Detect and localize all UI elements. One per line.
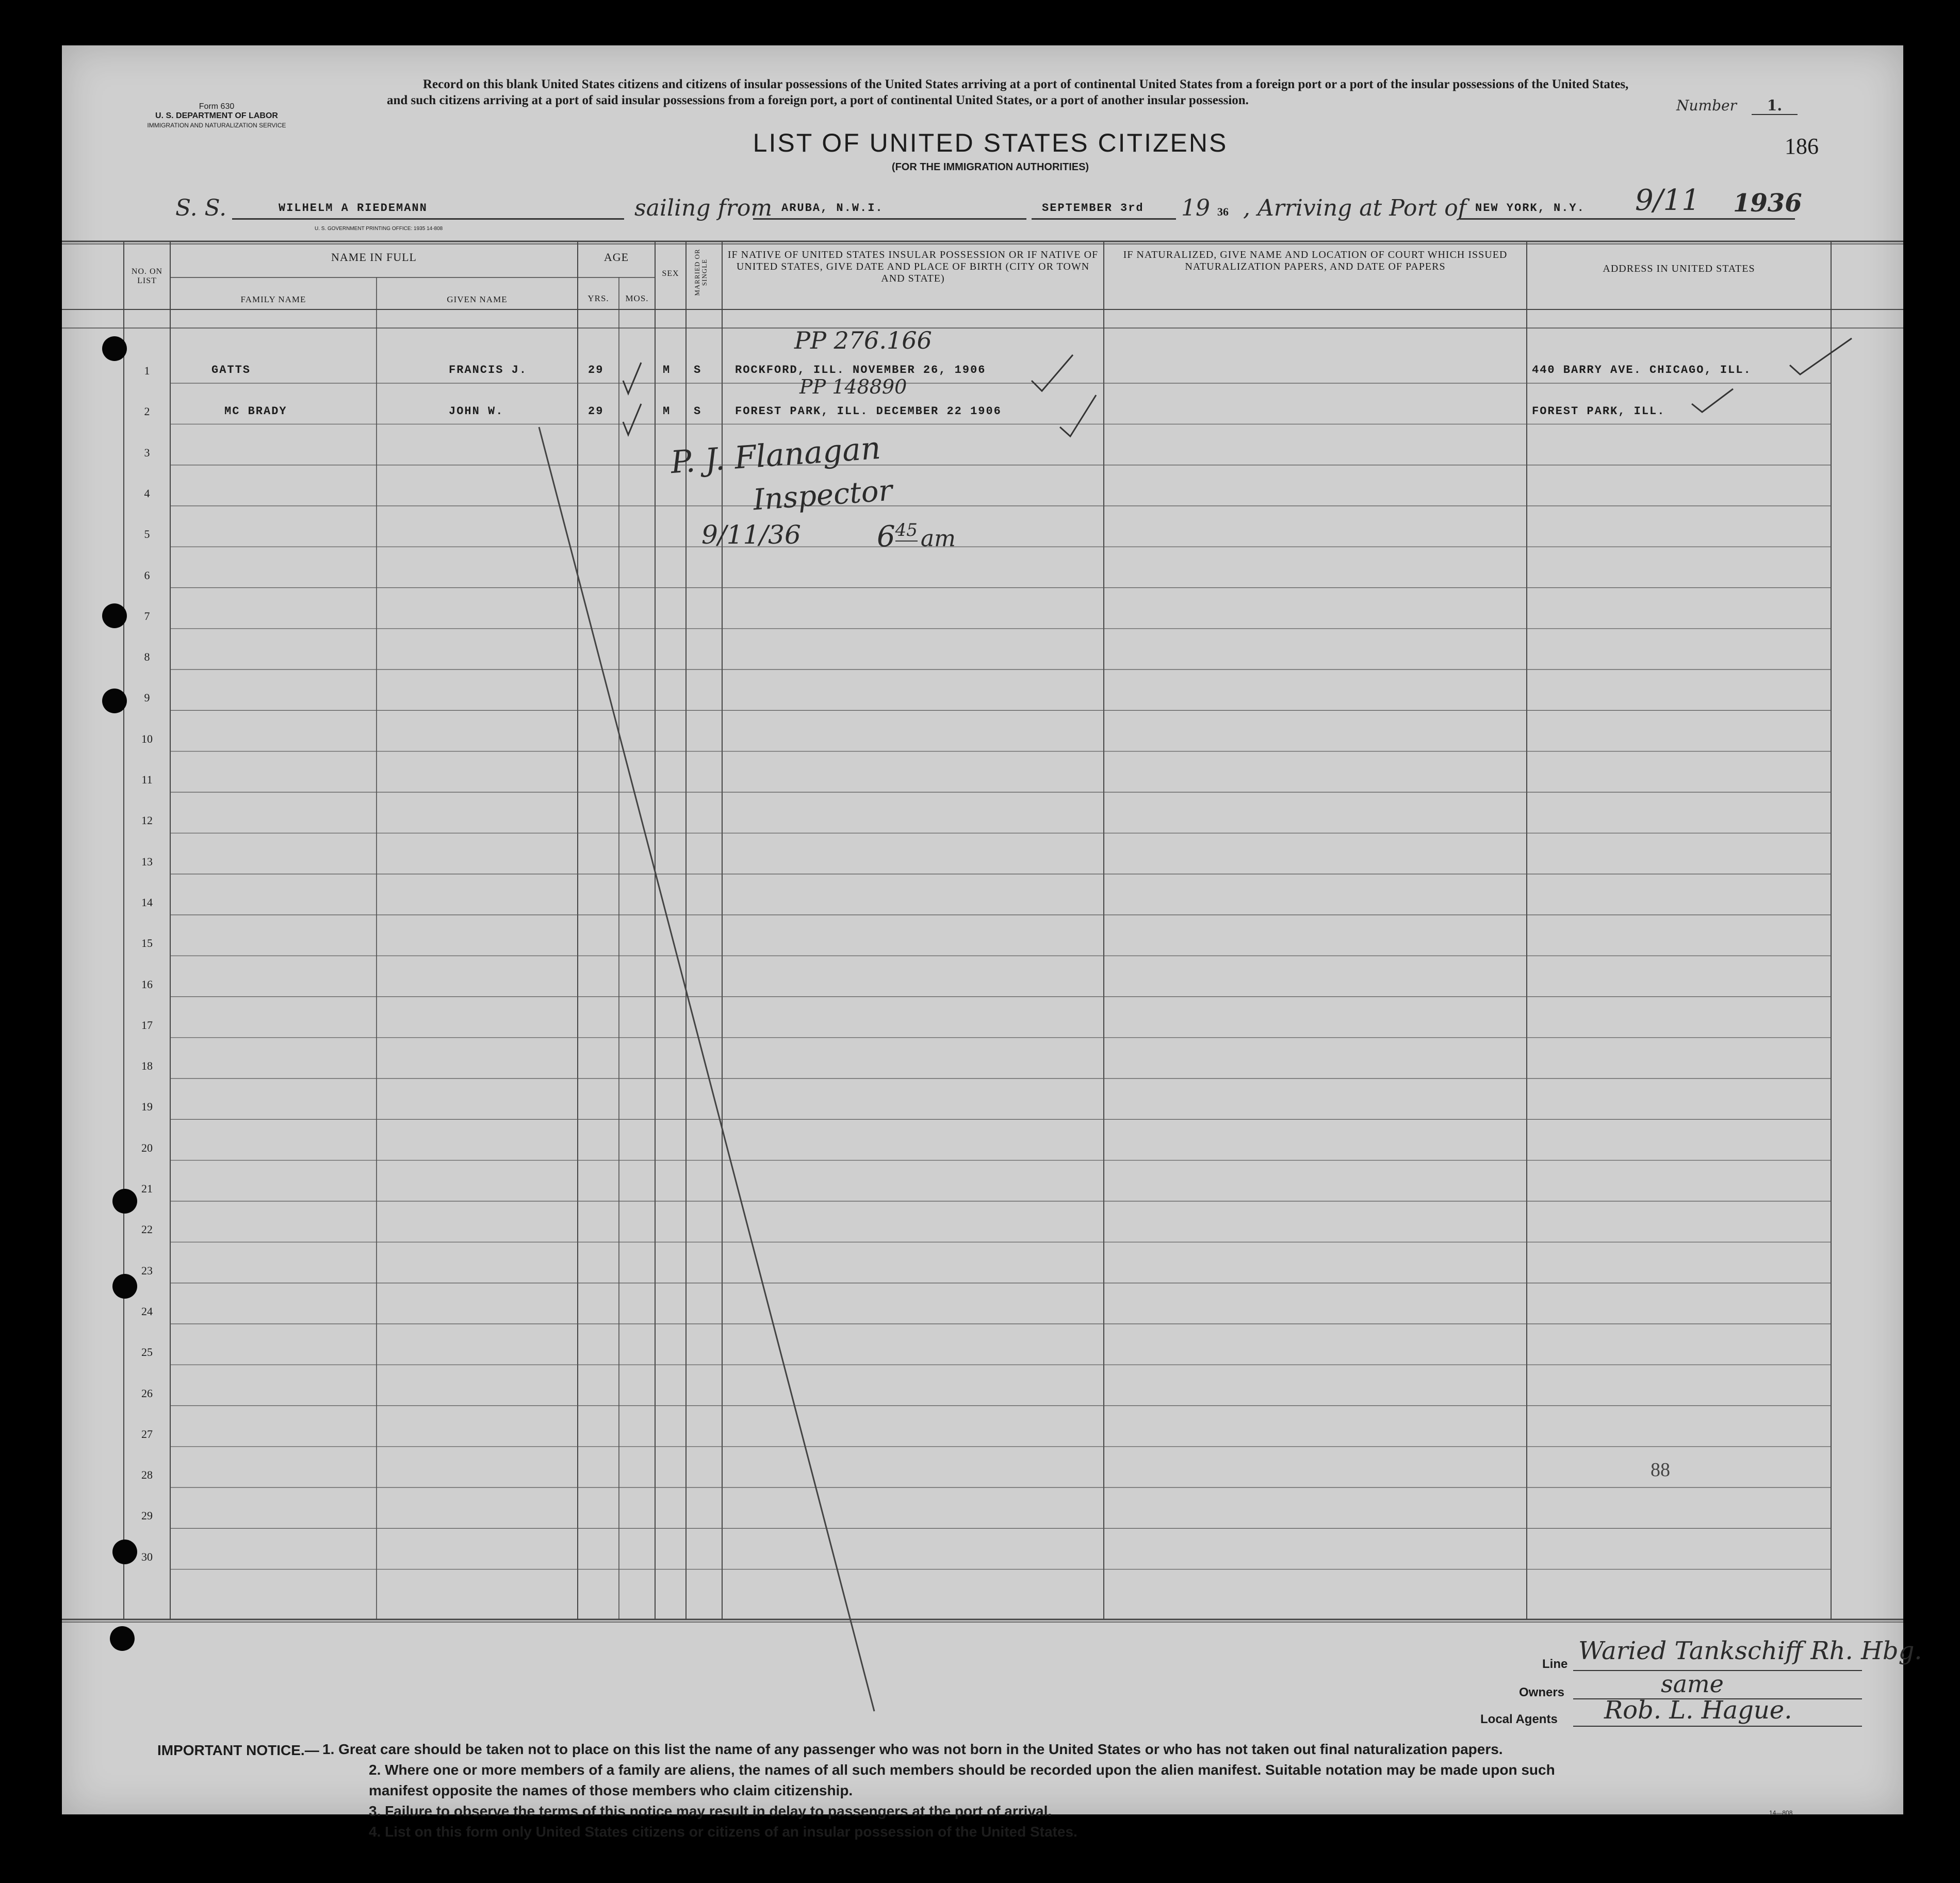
col-yrs: YRS.	[587, 293, 609, 303]
p1-address: 440 BARRY AVE. CHICAGO, ILL.	[1532, 364, 1752, 376]
row-number: 21	[141, 1182, 153, 1195]
sailing-from: ARUBA, N.W.I.	[781, 202, 884, 215]
col-married-single: MARRIED OR SINGLE	[693, 249, 708, 296]
row-number: 26	[141, 1386, 153, 1400]
p2-yrs: 29	[588, 405, 604, 418]
number-label: Number	[1676, 97, 1737, 114]
check-mark-icon	[623, 404, 641, 435]
form-code: 14—808	[1769, 1809, 1793, 1816]
row-number: 29	[141, 1509, 153, 1522]
row-number: 1	[144, 364, 150, 377]
row-number: 15	[141, 937, 153, 950]
row-number: 25	[141, 1346, 153, 1359]
p1-sex: M	[663, 364, 671, 376]
row-number: 17	[141, 1018, 153, 1031]
line-label: Line	[1542, 1657, 1568, 1671]
row-number: 12	[141, 814, 153, 827]
time-minute: 45	[895, 520, 918, 541]
form-number: Form 630	[199, 102, 235, 111]
row-number: 7	[144, 609, 150, 623]
row-number: 19	[141, 1100, 153, 1114]
agents-value: Rob. L. Hague.	[1604, 1696, 1792, 1725]
col-sex: SEX	[662, 269, 679, 278]
row-number: 13	[141, 855, 153, 868]
year-suffix: 36	[1217, 205, 1229, 218]
row-number: 2	[144, 405, 150, 418]
port: NEW YORK, N.Y.	[1475, 202, 1585, 215]
p2-address: FOREST PARK, ILL.	[1532, 405, 1665, 418]
row-number: 6	[144, 568, 150, 582]
p2-sex: M	[663, 405, 671, 418]
stamp-88: 88	[1651, 1459, 1670, 1481]
row-number: 20	[141, 1141, 153, 1154]
arrival-date-hand: 9/11	[1635, 184, 1700, 217]
row-number: 18	[141, 1059, 153, 1073]
row-number: 10	[141, 732, 153, 745]
binder-hole	[102, 603, 127, 628]
sailing-from-label: sailing from	[634, 195, 773, 221]
row-number: 4	[144, 486, 150, 500]
arriving-label: , Arriving at Port of	[1243, 195, 1466, 221]
page-subtitle: (FOR THE IMMIGRATION AUTHORITIES)	[891, 161, 1089, 173]
sailing-date: SEPTEMBER 3rd	[1042, 202, 1144, 215]
page-stamp: 186	[1785, 134, 1819, 159]
row-number: 27	[141, 1427, 153, 1440]
col-name-in-full: NAME IN FULL	[331, 251, 417, 264]
col-family-name: FAMILY NAME	[240, 294, 306, 304]
instructions-text: Record on this blank United States citizens and citizens of insular possessions of the United States arriving at a port of continental United States from a foreign port or a port of the insular possessions of the United States, and such citizens arriving at a port of said insular possessions from a foreign port, a port of continental United States, or a port of another insular possession.	[387, 77, 1629, 107]
col-no-on-list: NO. ON LIST	[131, 267, 163, 285]
year-prefix: 19	[1181, 195, 1210, 221]
p2-family: MC BRADY	[224, 405, 287, 418]
binder-hole	[112, 1189, 137, 1214]
p1-family: GATTS	[211, 364, 251, 376]
p1-yrs: 29	[588, 364, 604, 376]
time-suffix: am	[920, 526, 956, 552]
inspector-time	[877, 520, 956, 553]
binder-hole	[102, 336, 127, 361]
p1-given: FRANCIS J.	[449, 364, 528, 376]
notice-3: 3. Failure to observe the terms of this notice may result in delay to passengers at the port of arrival.	[369, 1803, 1052, 1819]
ss-label: S. S.	[175, 195, 227, 221]
row-number: 11	[141, 773, 153, 786]
agents-underline	[1573, 1726, 1862, 1727]
col-age: AGE	[603, 251, 629, 264]
row-number: 8	[144, 650, 150, 664]
row-number: 23	[141, 1264, 153, 1277]
department: U. S. DEPARTMENT OF LABOR	[155, 111, 278, 120]
notice-2b: manifest opposite the names of those members who claim citizenship.	[369, 1782, 853, 1798]
row-number: 30	[141, 1550, 153, 1563]
col-given-name: GIVEN NAME	[447, 294, 508, 304]
notice-title: IMPORTANT NOTICE.—	[157, 1742, 319, 1758]
inspector-date: 9/11/36	[701, 520, 801, 550]
owners-value: same	[1661, 1670, 1724, 1698]
row-number: 22	[141, 1223, 153, 1236]
owners-label: Owners	[1519, 1685, 1565, 1699]
binder-hole	[112, 1540, 137, 1564]
check-mark-icon	[1032, 355, 1073, 391]
p1-marital: S	[694, 364, 702, 376]
manifest-sheet	[62, 45, 1922, 1840]
p2-birth: FOREST PARK, ILL. DECEMBER 22 1906	[735, 405, 1002, 418]
binder-hole	[102, 689, 127, 713]
col-naturalized: IF NATURALIZED, GIVE NAME AND LOCATION OF COURT WHICH ISSUED NATURALIZATION PAPERS, AND DATE OF PAPERS	[1123, 249, 1508, 272]
check-mark-icon	[1060, 395, 1096, 436]
agents-label: Local Agents	[1480, 1712, 1558, 1726]
row-number: 9	[144, 691, 150, 705]
inspector-signature: P. J. Flanagan	[669, 430, 882, 481]
service: IMMIGRATION AND NATURALIZATION SERVICE	[147, 122, 286, 129]
check-mark-icon	[623, 363, 641, 394]
printer-note: U. S. GOVERNMENT PRINTING OFFICE: 1935 14-808	[315, 226, 443, 232]
notice-4: 4. List on this form only United States citizens or citizens of an insular possession of the United States.	[369, 1824, 1077, 1840]
row-number: 28	[141, 1468, 153, 1482]
arrival-year: 1936	[1733, 189, 1802, 218]
check-mark-icon	[1692, 389, 1733, 412]
col-birth: IF NATIVE OF UNITED STATES INSULAR POSSESSION OR IF NATIVE OF UNITED STATES, GIVE DATE AND PLACE OF BIRTH (CITY OR TOWN AND STATE)	[727, 249, 1099, 284]
col-mos: MOS.	[625, 293, 649, 303]
time-hour: 6	[877, 520, 895, 553]
row-number: 5	[144, 528, 150, 541]
p1-passport: PP 276.166	[794, 326, 932, 354]
p2-marital: S	[694, 405, 702, 418]
row-number: 24	[141, 1304, 153, 1318]
p2-given: JOHN W.	[449, 405, 504, 418]
row-number: 3	[144, 446, 150, 459]
row-number: 14	[141, 895, 153, 909]
check-mark-icon	[1790, 338, 1852, 374]
col-address: ADDRESS IN UNITED STATES	[1603, 263, 1755, 274]
row-number: 16	[141, 977, 153, 991]
p2-passport: PP 148890	[799, 375, 907, 398]
ship-name: WILHELM A RIEDEMANN	[279, 202, 428, 215]
binder-hole	[110, 1626, 135, 1651]
number-value: 1.	[1752, 97, 1798, 115]
binder-hole	[112, 1274, 137, 1299]
page-title: LIST OF UNITED STATES CITIZENS	[753, 128, 1228, 157]
notice-2a: 2. Where one or more members of a family are aliens, the names of all such members should be recorded upon the alien manifest. Suitable notation may be made upon such	[369, 1762, 1555, 1778]
inspector-title: Inspector	[752, 473, 894, 517]
check-marks	[62, 45, 1903, 1814]
line-value: Waried Tankschiff Rh. Hbg.	[1578, 1636, 1922, 1665]
p1-birth: ROCKFORD, ILL. NOVEMBER 26, 1906	[735, 364, 986, 376]
notice-1: 1. Great care should be taken not to place on this list the name of any passenger who was not born in the United States or who has not taken out final naturalization papers.	[322, 1741, 1503, 1757]
